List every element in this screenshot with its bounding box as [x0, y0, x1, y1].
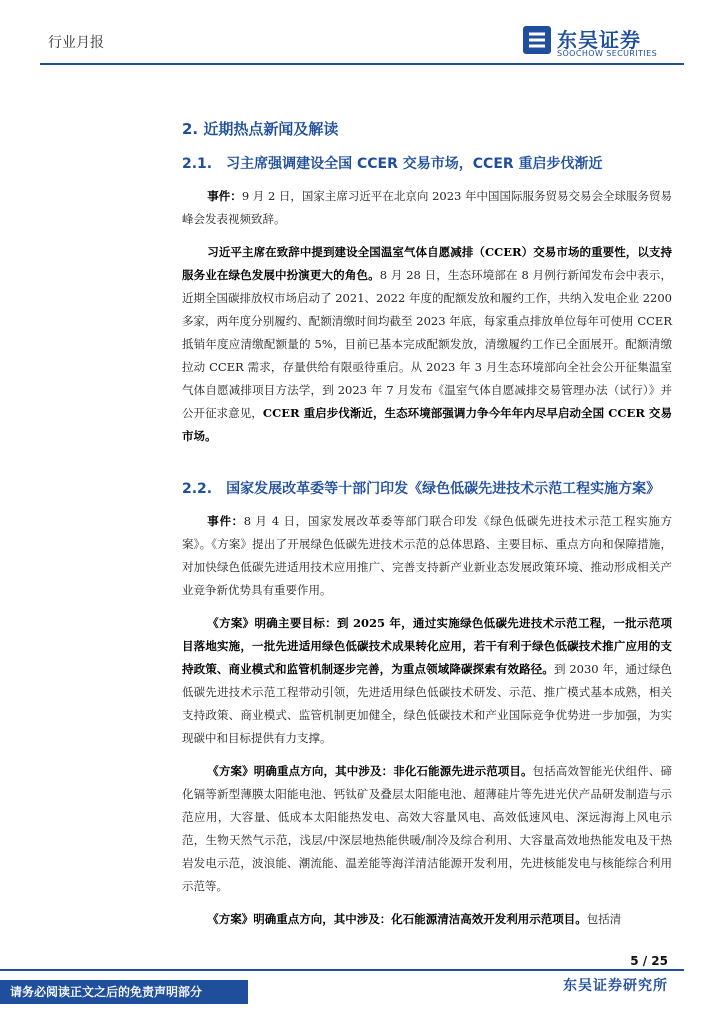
main-content [182, 118, 672, 941]
report-type-label: 行业月报 [48, 35, 104, 51]
analysis-bold: 习近平主席在致辞中提到建设全国温室气体自愿减排（CCER）交易市场的重要性，以支持服务业在绿色发展中扮演更大的角色。 [182, 245, 672, 282]
analysis-bold-end: CCER 重启步伐渐近，生态环境部强调力争今年年内尽早启动全国 CCER 交易市场。 [182, 406, 672, 443]
fossil-clean-text: 包括清 [586, 912, 622, 926]
goals-bold: 《方案》明确主要目标：到 2025 年，通过实施绿色低碳先进技术示范工程，一批示范项目落地实施，一批先进适用绿色低碳技术成果转化应用，若干有利于绿色低碳技术推广应用的支持政策、商业模式和监管机制逐步完善，为重点领域降碳探索有效路径。 [182, 616, 672, 676]
soochow-securities-logo [523, 22, 668, 60]
non-fossil-bold: 《方案》明确重点方向，其中涉及：非化石能源先进示范项目。 [207, 764, 533, 778]
event-lead: 事件： [207, 514, 244, 528]
research-institute: 东吴证券研究所 [563, 978, 668, 994]
paragraph-fossil-clean [182, 908, 672, 931]
logo-mark-icon [523, 26, 551, 54]
logo-en: SOOCHOW SECURITIES [557, 49, 658, 58]
header-rule [40, 63, 684, 65]
disclaimer-notice: 请务必阅读正文之后的免责声明部分 [0, 980, 248, 1004]
page-number: 5 / 25 [630, 954, 668, 968]
paragraph-main-goals [182, 612, 672, 750]
subsection-number: 2.2. [182, 481, 213, 497]
event-text: 8 月 4 日，国家发展改革委等部门联合印发《绿色低碳先进技术示范工程实施方案》。《方案》提出了开展绿色低碳先进技术示范的总体思路、主要目标、重点方向和保障措施，对加快绿色低碳先进适用技术应用推广、完善支持新产业新业态发展政策环境、推动形成相关产业竞争新优势具有重要作用。 [182, 514, 672, 597]
paragraph-non-fossil [182, 760, 672, 898]
subsection-title: 习主席强调建设全国 CCER 交易市场，CCER 重启步伐渐近 [226, 156, 603, 172]
event-text: 9 月 2 日，国家主席习近平在北京向 2023 年中国国际服务贸易交易会全球服务贸易峰会发表视频致辞。 [182, 189, 673, 226]
subsection-number: 2.1. [182, 156, 213, 172]
paragraph-event [182, 510, 672, 602]
footer-rule [0, 969, 684, 971]
fossil-clean-bold: 《方案》明确重点方向，其中涉及：化石能源清洁高效开发利用示范项目。 [207, 912, 587, 926]
non-fossil-text: 包括高效智能光伏组件、碲化镉等新型薄膜太阳能电池、钙钛矿及叠层太阳能电池、超薄硅片等先进光伏产品研发制造与示范应用，大容量、低成本太阳能热发电、高效大容量风电、高效低速风电、深远海海上风电示范，生物天然气示范，浅层/中深层地热能供暖/制冷及综合利用、大容量高效地热能发电及干热岩发电示范，波浪能、潮流能、温差能等海洋清洁能源开发利用，先进核能发电与核能综合利用示范等。 [182, 764, 672, 893]
analysis-text: 8 月 28 日，生态环境部在 8 月例行新闻发布会中表示，近期全国碳排放权市场启动了 2021、2022 年度的配额发放和履约工作，共纳入发电企业 2200 多家，两年度分别履约、配额清缴时间均截至 2023 年底，每家重点排放单位每年可使用 CCER 抵销年度应清缴配额量的 5%，目前已基本完成配额发放，清缴履约工作已全面展开。配额清缴拉动 CCER 需求，存量供给有限亟待重启。从 2023 年 3 月生态环境部向全社会公开征集温室气体自愿减排项目方法学，到 2023 年 7 月发布《温室气体自愿减排交易管理办法（试行）》并公开征求意见， [182, 268, 673, 420]
subsection-title: 国家发展改革委等十部门印发《绿色低碳先进技术示范工程实施方案》 [226, 481, 661, 497]
paragraph-event [182, 185, 672, 231]
goals-text: 到 2030 年，通过绿色低碳先进技术示范工程带动引领，先进适用绿色低碳技术研发、示范、推广模式基本成熟，相关支持政策、商业模式、监管机制更加健全，绿色低碳技术和产业国际竞争优势进一步加强，为实现碳中和目标提供有力支撑。 [182, 662, 672, 745]
subsection-2-1-heading [182, 153, 672, 173]
subsection-2-2-heading [182, 478, 672, 498]
logo-name: 东吴证券 [557, 28, 641, 52]
paragraph-analysis [182, 241, 672, 448]
event-lead: 事件： [207, 189, 242, 203]
section-title: 2. 近期热点新闻及解读 [182, 120, 339, 138]
